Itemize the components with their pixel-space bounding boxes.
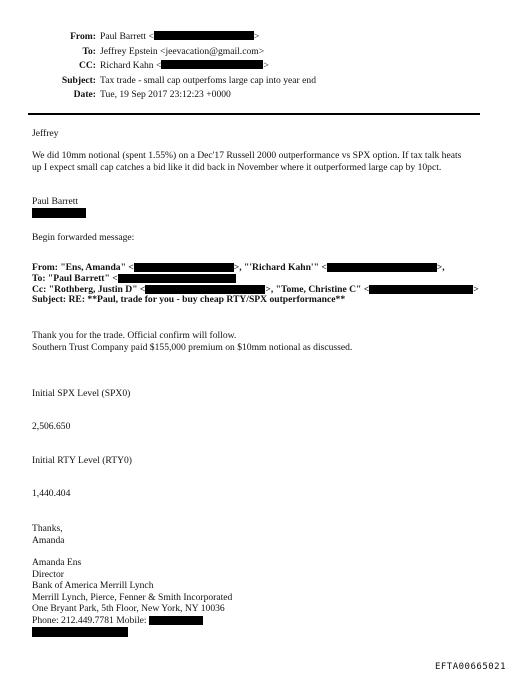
date-value: Tue, 19 Sep 2017 23:12:23 +0000 xyxy=(100,89,231,100)
redaction-box xyxy=(161,60,263,69)
thanks-message: Thank you for the trade. Official confirm will follow. Southern Trust Company paid $155,000 premium on $10mm notional as discussed. xyxy=(32,330,353,353)
redaction-box xyxy=(32,208,86,218)
header-divider xyxy=(28,113,480,115)
to-value: Jeffrey Epstein <jeevacation@gmail.com> xyxy=(100,45,265,57)
spx-label: Initial SPX Level (SPX0) xyxy=(32,388,131,399)
greeting: Jeffrey xyxy=(32,128,59,139)
redaction-box xyxy=(327,263,437,272)
to-label: To: xyxy=(82,45,96,57)
subject-value: Tax trade - small cap outperfoms large cap into year end xyxy=(100,74,316,86)
redaction-box xyxy=(369,285,473,294)
sender-signature: Amanda Ens Director Bank of America Merrill Lynch Merrill Lynch, Pierce, Fenner & Smith Incorporated One Bryant Park, 5th Floor, New York, NY 10036 Phone: 212.449.7781 Mobile: xyxy=(32,557,233,626)
forward-intro: Begin forwarded message: xyxy=(32,232,135,243)
rty-value: 1,440.404 xyxy=(32,488,71,499)
message-body: We did 10mm notional (spent 1.55%) on a Dec'17 Russell 2000 outperformance vs SPX option. If tax talk heats up I expect small cap catches a bid like it did back in November where it outperformed large cap by 10pct. xyxy=(32,150,462,173)
forwarded-subject: Subject: RE: **Paul, trade for you - buy cheap RTY/SPX outperformance** xyxy=(32,294,346,306)
redaction-box xyxy=(145,285,265,294)
cc-label: CC: xyxy=(78,60,96,71)
bates-number: EFTA00665021 xyxy=(434,662,506,672)
signature-name: Paul Barrett xyxy=(32,196,79,207)
forwarded-header: From: "Ens, Amanda" < >, "'Richard Kahn'" < >, To: "Paul Barrett" < Cc: "Rothberg, Justin D" < >, "Tome, Christine C" < > Subject: RE: **Paul, trade for you - buy cheap RTY/SPX outperformance** xyxy=(32,262,479,306)
date-label: Date: xyxy=(73,89,96,100)
redaction-box xyxy=(32,627,128,637)
rty-label: Initial RTY Level (RTY0) xyxy=(32,455,132,466)
from-label: From: xyxy=(70,31,96,42)
from-value: Paul Barrett < xyxy=(100,31,154,42)
subject-label: Subject: xyxy=(61,74,96,86)
spx-value: 2,506.650 xyxy=(32,421,71,432)
redaction-box xyxy=(134,263,234,272)
redaction-box xyxy=(154,31,254,40)
email-header: From: Paul Barrett < > To: Jeffrey Epstein <jeevacation@gmail.com> CC: Richard Kahn < > Subject: Tax trade - small cap outperfoms large cap into year end Date: Tue, 19 Sep 2017 23:12:23 +0000 xyxy=(20,31,320,104)
closing: Thanks, Amanda xyxy=(32,523,65,546)
cc-value: Richard Kahn < xyxy=(100,60,162,71)
redaction-box xyxy=(149,616,203,625)
redaction-box xyxy=(118,274,236,283)
